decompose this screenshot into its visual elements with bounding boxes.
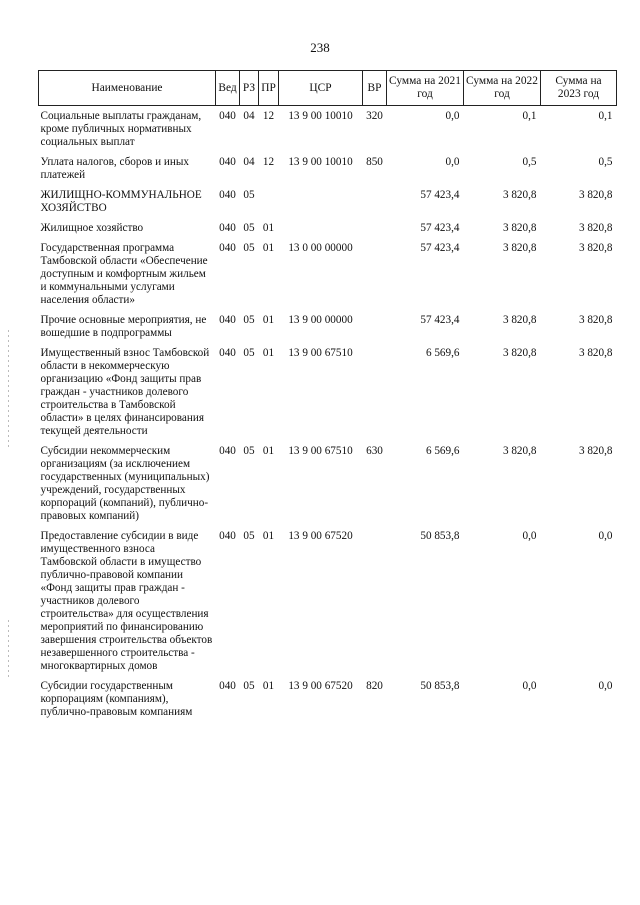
row-vr: 320: [366, 110, 383, 122]
row-sum-2022: 0,5: [522, 156, 537, 168]
row-sum-2023: 3 820,8: [578, 189, 613, 201]
row-vr: [363, 310, 387, 343]
row-rz: 05: [243, 680, 255, 692]
row-sum-2022: 3 820,8: [502, 314, 537, 326]
row-name: Имущественный взнос Тамбовской области в некоммерческую организацию «Фонд защиты прав граждан - участников долевого строительства в Тамбовской области» в целях финансирования текущей деятельности: [40, 347, 210, 437]
row-rz: 04: [243, 156, 255, 168]
row-rz: 05: [243, 347, 255, 359]
row-sum-2023: 0,0: [598, 530, 613, 542]
row-pr: 01: [262, 680, 275, 692]
row-sum-2021: 50 853,8: [420, 530, 460, 542]
row-sum-2021: 0,0: [445, 156, 460, 168]
header-ved: Вед: [216, 71, 240, 106]
row-sum-2021: 0,0: [445, 110, 460, 122]
row-csr: 13 9 00 00000: [288, 314, 353, 326]
row-ved: 040: [219, 314, 236, 326]
page-number: 238: [310, 40, 330, 55]
row-sum-2023: 0,0: [598, 680, 613, 692]
row-name: Уплата налогов, сборов и иных платежей: [40, 156, 190, 181]
row-sum-2021: 57 423,4: [420, 189, 460, 201]
row-name: Государственная программа Тамбовской области «Обеспечение доступным и комфортным жильем и коммунальными услугами населения области»: [40, 242, 208, 306]
row-csr: 13 9 00 10010: [288, 110, 353, 122]
row-sum-2022: 3 820,8: [502, 222, 537, 234]
row-sum-2022: 0,1: [522, 110, 537, 122]
row-csr: [279, 185, 363, 218]
row-ved: 040: [219, 680, 236, 692]
header-pr: ПР: [259, 71, 279, 106]
row-pr: 12: [262, 110, 275, 122]
row-vr: 850: [366, 156, 383, 168]
row-sum-2023: 3 820,8: [578, 314, 613, 326]
table-header-row: [39, 71, 617, 106]
row-pr: 01: [262, 314, 275, 326]
row-rz: 05: [243, 314, 255, 326]
row-rz: 05: [243, 189, 255, 201]
row-name: Прочие основные мероприятия, не вошедшие в подпрограммы: [40, 314, 207, 339]
row-rz: 05: [243, 242, 255, 254]
row-ved: 040: [219, 189, 236, 201]
row-vr: 630: [366, 445, 383, 457]
row-vr: [363, 238, 387, 310]
row-sum-2022: 3 820,8: [502, 242, 537, 254]
row-vr: [363, 185, 387, 218]
row-csr: 13 9 00 67520: [288, 530, 353, 542]
table-row: [39, 218, 617, 238]
header-rz: РЗ: [240, 71, 259, 106]
row-pr: 01: [262, 445, 275, 457]
row-sum-2021: 57 423,4: [420, 314, 460, 326]
row-sum-2023: 0,1: [598, 110, 613, 122]
row-rz: 05: [243, 445, 255, 457]
row-vr: [363, 526, 387, 676]
row-csr: 13 0 00 00000: [288, 242, 353, 254]
budget-table: [38, 70, 617, 722]
table-row: [39, 238, 617, 310]
row-sum-2023: 3 820,8: [578, 347, 613, 359]
row-sum-2022: 3 820,8: [502, 347, 537, 359]
row-sum-2021: 6 569,6: [425, 445, 460, 457]
row-sum-2021: 50 853,8: [420, 680, 460, 692]
row-ved: 040: [219, 110, 236, 122]
row-sum-2023: 3 820,8: [578, 222, 613, 234]
row-csr: 13 9 00 67510: [288, 445, 353, 457]
row-ved: 040: [219, 242, 236, 254]
row-pr: 01: [262, 530, 275, 542]
row-rz: 05: [243, 222, 255, 234]
header-sum-2022: Сумма на 2022 год: [464, 71, 541, 106]
row-name: Субсидии некоммерческим организациям (за исключением государственных (муниципальных) учреждений, государственных корпораций (компаний), публично-правовых компаний): [40, 445, 210, 522]
row-sum-2022: 0,0: [522, 680, 537, 692]
row-ved: 040: [219, 445, 236, 457]
row-sum-2023: 3 820,8: [578, 242, 613, 254]
row-sum-2023: 3 820,8: [578, 445, 613, 457]
row-pr: [259, 185, 279, 218]
row-name: Предоставление субсидии в виде имущественного взноса Тамбовской области в имущество публично-правовой компании «Фонд защиты прав граждан - участников долевого строительства» для осуществления мероприятий по финансированию завершения строительства объектов незавершенного строительства - многоквартирных домов: [40, 530, 213, 672]
header-name: Наименование: [39, 71, 216, 106]
row-pr: 12: [262, 156, 275, 168]
row-ved: 040: [219, 347, 236, 359]
row-rz: 05: [243, 530, 255, 542]
row-ved: 040: [219, 156, 236, 168]
row-sum-2021: 6 569,6: [425, 347, 460, 359]
row-vr: [363, 218, 387, 238]
row-rz: 04: [243, 110, 255, 122]
row-sum-2021: 57 423,4: [420, 222, 460, 234]
table-row: [39, 310, 617, 343]
row-pr: 01: [262, 242, 275, 254]
table-row: [39, 106, 617, 153]
row-csr: 13 9 00 67520: [288, 680, 353, 692]
header-csr: ЦСР: [279, 71, 363, 106]
table-row: [39, 526, 617, 676]
row-sum-2022: 0,0: [522, 530, 537, 542]
row-sum-2021: 57 423,4: [420, 242, 460, 254]
row-vr: 820: [366, 680, 383, 692]
row-csr: 13 9 00 10010: [288, 156, 353, 168]
row-name: ЖИЛИЩНО-КОММУНАЛЬНОЕ ХОЗЯЙСТВО: [40, 189, 202, 214]
row-sum-2023: 0,5: [598, 156, 613, 168]
row-name: Жилищное хозяйство: [40, 222, 144, 234]
header-sum-2021: Сумма на 2021 год: [387, 71, 464, 106]
row-csr: 13 9 00 67510: [288, 347, 353, 359]
table-row: [39, 152, 617, 185]
row-pr: 01: [262, 222, 275, 234]
row-ved: 040: [219, 222, 236, 234]
row-vr: [363, 343, 387, 441]
header-sum-2023: Сумма на 2023 год: [541, 71, 617, 106]
row-name: Субсидии государственным корпорациям (компаниям), публично-правовым компаниям: [40, 680, 193, 718]
table-row: [39, 343, 617, 441]
row-sum-2022: 3 820,8: [502, 445, 537, 457]
row-name: Социальные выплаты гражданам, кроме публичных нормативных социальных выплат: [40, 110, 202, 148]
table-row: [39, 676, 617, 722]
header-vr: ВР: [363, 71, 387, 106]
row-sum-2022: 3 820,8: [502, 189, 537, 201]
row-ved: 040: [219, 530, 236, 542]
row-pr: 01: [262, 347, 275, 359]
table-row: [39, 185, 617, 218]
table-row: [39, 441, 617, 526]
row-csr: [279, 218, 363, 238]
